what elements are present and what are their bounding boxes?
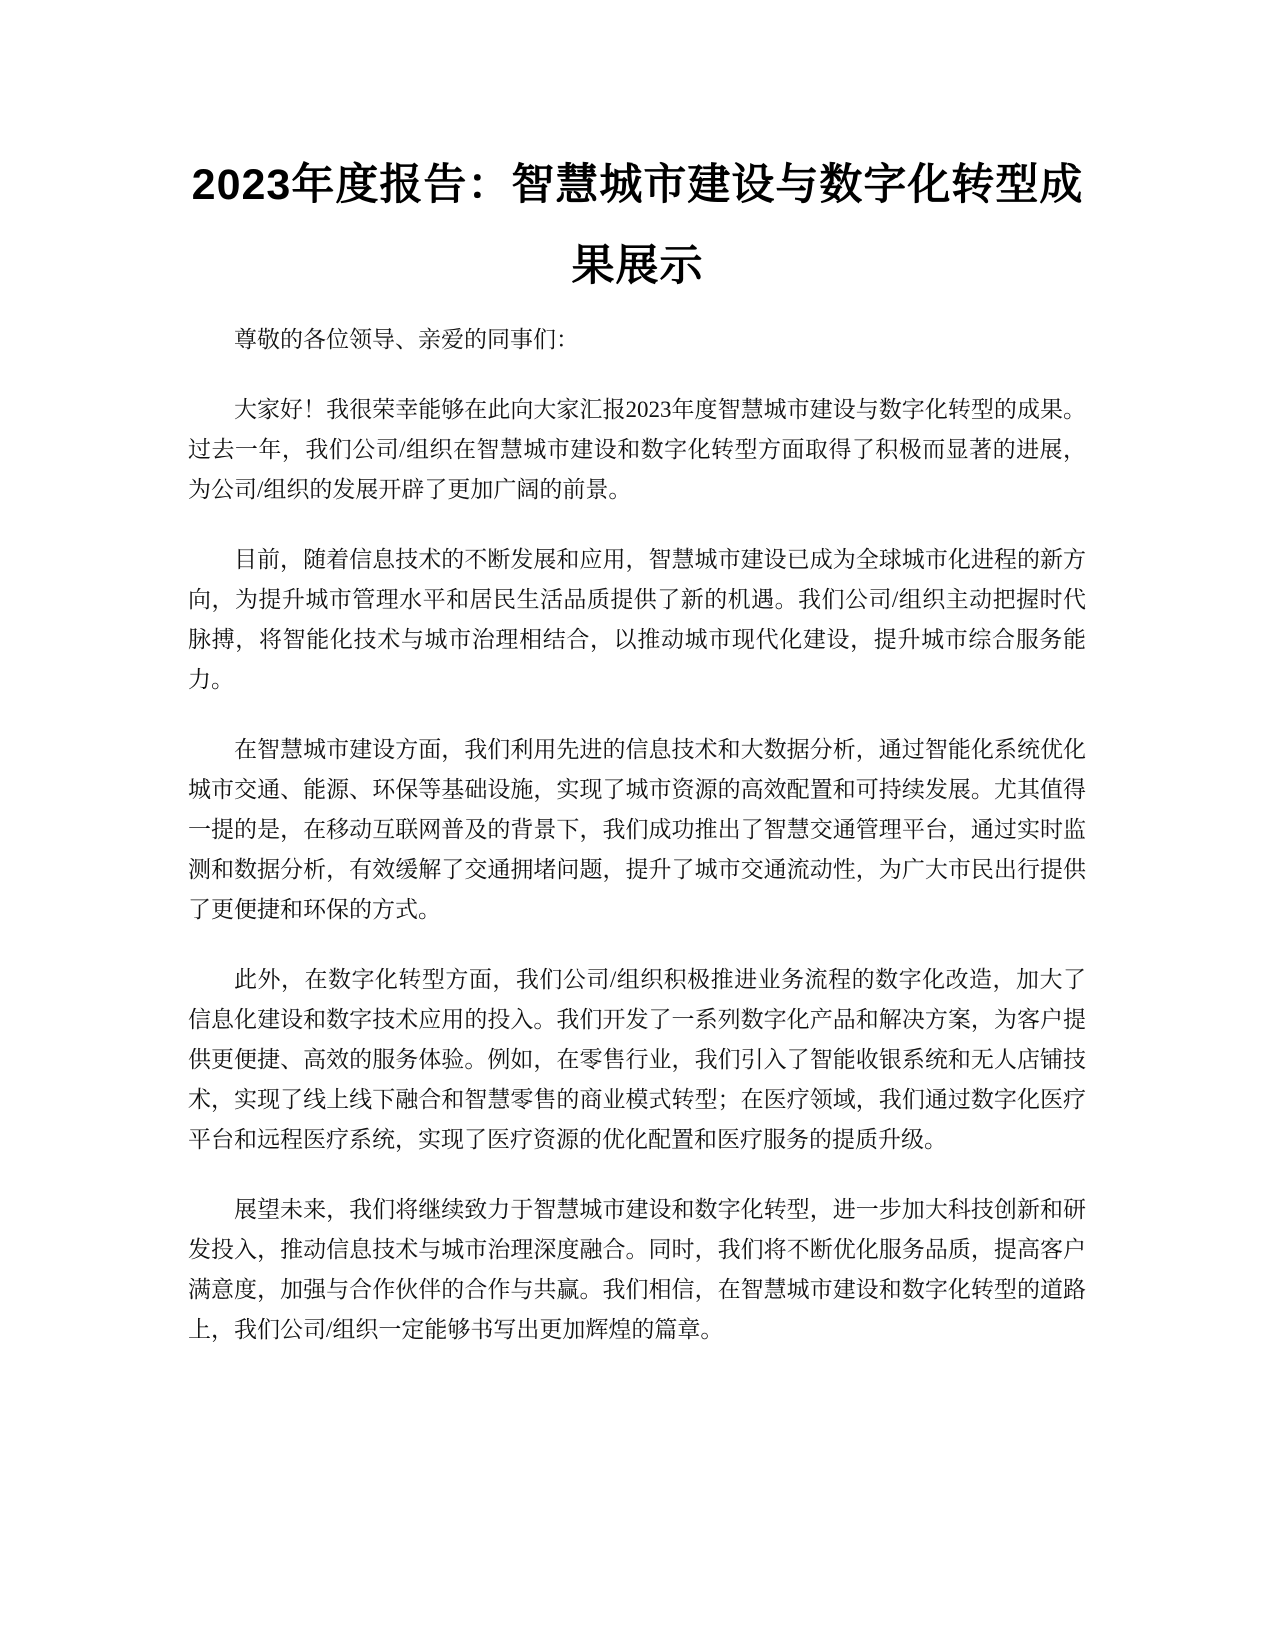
document-body — [188, 320, 1086, 1380]
paragraph-digital-transformation: 此外，在数字化转型方面，我们公司/组织积极推进业务流程的数字化改造，加大了信息化建设和数字技术应用的投入。我们开发了一系列数字化产品和解决方案，为客户提供更便捷、高效的服务体验。例如，在零售行业，我们引入了智能收银系统和无人店铺技术，实现了线上线下融合和智慧零售的商业模式转型；在医疗领域，我们通过数字化医疗平台和远程医疗系统，实现了医疗资源的优化配置和医疗服务的提质升级。 — [188, 967, 1086, 1152]
paragraph-background: 目前，随着信息技术的不断发展和应用，智慧城市建设已成为全球城市化进程的新方向，为提升城市管理水平和居民生活品质提供了新的机遇。我们公司/组织主动把握时代脉搏，将智能化技术与城市治理相结合，以推动城市现代化建设，提升城市综合服务能力。 — [188, 547, 1086, 692]
paragraph-salutation: 尊敬的各位领导、亲爱的同事们： — [234, 327, 579, 352]
paragraph-smart-city: 在智慧城市建设方面，我们利用先进的信息技术和大数据分析，通过智能化系统优化城市交通、能源、环保等基础设施，实现了城市资源的高效配置和可持续发展。尤其值得一提的是，在移动互联网普及的背景下，我们成功推出了智慧交通管理平台，通过实时监测和数据分析，有效缓解了交通拥堵问题，提升了城市交通流动性，为广大市民出行提供了更便捷和环保的方式。 — [188, 737, 1086, 922]
document-title: 2023年度报告：智慧城市建设与数字化转型成果展示 — [191, 161, 1084, 290]
paragraph-greeting: 大家好！我很荣幸能够在此向大家汇报2023年度智慧城市建设与数字化转型的成果。过去一年，我们公司/组织在智慧城市建设和数字化转型方面取得了积极而显著的进展，为公司/组织的发展开辟了更加广阔的前景。 — [188, 397, 1086, 502]
paragraph-outlook: 展望未来，我们将继续致力于智慧城市建设和数字化转型，进一步加大科技创新和研发投入，推动信息技术与城市治理深度融合。同时，我们将不断优化服务品质，提高客户满意度，加强与合作伙伴的合作与共赢。我们相信，在智慧城市建设和数字化转型的道路上，我们公司/组织一定能够书写出更加辉煌的篇章。 — [188, 1197, 1086, 1342]
